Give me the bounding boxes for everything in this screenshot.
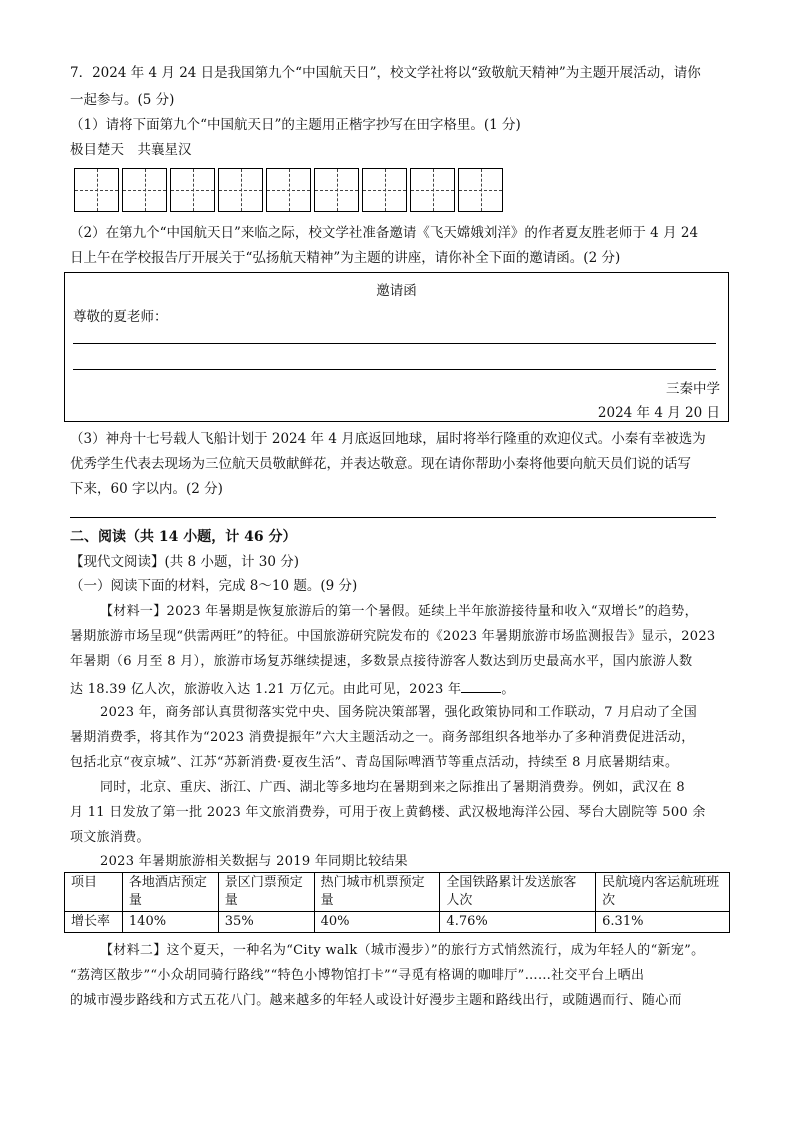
q7-sub2-line1: （2）在第九个“中国航天日”来临之际，校文学社准备邀请《飞天嫦娥刘洋》的作者夏友胜老师于 4 月 24	[70, 225, 699, 241]
material2-line1: 【材料二】这个夏天，一种名为“City walk（城市漫步）”的旅行方式悄然流行，成为年轻人的“新宠”。	[100, 943, 705, 958]
material1-p1-line4-text: 达 18.39 亿人次，旅游收入达 1.21 万亿元。由此可见，2023 年	[70, 682, 462, 697]
q7-line1: 7．2024 年 4 月 24 日是我国第九个“中国航天日”，校文学社将以“致敬航天精神”为主题开展活动，请你	[70, 65, 701, 81]
material1-p1-line1: 【材料一】2023 年暑期是恢复旅游后的第一个暑假。延续上半年旅游接待量和收入“双增长”的趋势，	[100, 604, 698, 619]
tianzi-cell[interactable]	[266, 168, 311, 212]
answer-line[interactable]	[70, 517, 716, 518]
q7-sub3-line2: 优秀学生代表去现场为三位航天员敬献鲜花，并表达敬意。现在请你帮助小秦将他要向航天员们说的话写	[70, 456, 691, 472]
q7-line2: 一起参与。(5 分)	[70, 92, 175, 108]
material1-p3-line2: 月 11 日发放了第一批 2023 年文旅消费券，可用于夜上黄鹤楼、武汉极地海洋公园、琴台大剧院等 500 余	[70, 805, 706, 820]
growth-table	[64, 872, 730, 933]
tianzi-cell[interactable]	[458, 168, 503, 212]
q7-theme: 极目楚天 共襄星汉	[70, 142, 192, 158]
table-header-cell: 全国铁路累计发送旅客人次	[440, 873, 596, 912]
table-cell: 140%	[122, 912, 218, 933]
invitation-title: 邀请函	[376, 283, 417, 299]
material2-line3: 的城市漫步路线和方式五花八门。越来越多的年轻人或设计好漫步主题和路线出行，或随遇而行、随心而	[70, 993, 682, 1008]
invitation-greeting: 尊敬的夏老师：	[73, 309, 168, 325]
material1-p2-line2: 暑期消费季，将其作为“2023 消费提振年”六大主题活动之一。商务部组织各地举办了多种消费促进活动，	[70, 730, 695, 745]
table-caption: 2023 年暑期旅游相关数据与 2019 年同期比较结果	[100, 854, 408, 869]
table-row	[65, 912, 730, 933]
tianzi-cell[interactable]	[74, 168, 119, 212]
table-header-row	[65, 873, 730, 912]
table-cell: 35%	[218, 912, 314, 933]
tianzi-cell[interactable]	[170, 168, 215, 212]
invitation-signature: 三秦中学	[666, 381, 720, 397]
invitation-date: 2024 年 4 月 20 日	[597, 405, 720, 421]
part-one-heading: （一）阅读下面的材料，完成 8～10 题。(9 分)	[70, 578, 358, 594]
tianzi-cell[interactable]	[410, 168, 455, 212]
tianzi-cell[interactable]	[362, 168, 407, 212]
q7-sub3-line1: （3）神舟十七号载人飞船计划于 2024 年 4 月底返回地球，届时将举行隆重的欢迎仪式。小秦有幸被选为	[70, 431, 706, 447]
tianzi-cell[interactable]	[218, 168, 263, 212]
material1-p2-line3: 包括北京“夜京城”、江苏“苏新消费·夏夜生活”、青岛国际啤酒节等重点活动，持续至 8 月底暑期结束。	[70, 755, 679, 770]
table-header-cell: 各地酒店预定量	[122, 873, 218, 912]
table-header-cell: 热门城市机票预定量	[314, 873, 440, 912]
table-header-cell: 项目	[65, 873, 123, 912]
material1-p2-line1: 2023 年，商务部认真贯彻落实党中央、国务院决策部署，强化政策协同和工作联动，7 月启动了全国	[100, 705, 698, 720]
table-header-cell: 景区门票预定量	[218, 873, 314, 912]
table-header-cell: 民航境内客运航班班次	[596, 873, 730, 912]
invitation-writing-line[interactable]	[73, 369, 716, 370]
q7-sub2-line2: 日上午在学校报告厅开展关于“弘扬航天精神”为主题的讲座，请你补全下面的邀请函。(2 分)	[70, 250, 621, 266]
section-heading: 二、阅读（共 14 小题，计 46 分）	[70, 529, 297, 545]
material1-p1-line4	[70, 678, 515, 699]
table-cell: 40%	[314, 912, 440, 933]
table-cell: 6.31%	[596, 912, 730, 933]
material1-p3-line3: 项文旅消费。	[70, 830, 150, 845]
table-cell: 4.76%	[440, 912, 596, 933]
q7-sub1: （1）请将下面第九个“中国航天日”的主题用正楷字抄写在田字格里。(1 分)	[70, 117, 521, 133]
q7-sub3-line3: 下来，60 字以内。(2 分)	[70, 481, 223, 497]
table-row-label: 增长率	[65, 912, 123, 933]
material1-p1-end: 。	[501, 682, 515, 697]
invitation-writing-line[interactable]	[73, 343, 716, 344]
material1-p1-line2: 暑期旅游市场呈现“供需两旺”的特征。中国旅游研究院发布的《2023 年暑期旅游市场监测报告》显示，2023	[70, 629, 716, 644]
material1-p3-line1: 同时，北京、重庆、浙江、广西、湖北等多地均在暑期到来之际推出了暑期消费券。例如，武汉在 8	[100, 780, 685, 795]
modern-reading-heading: 【现代文阅读】(共 8 小题，计 30 分)	[70, 554, 299, 570]
tianzi-cell[interactable]	[314, 168, 359, 212]
fill-blank[interactable]	[461, 678, 501, 693]
material2-line2: “荔湾区散步”“小众胡同骑行路线”“特色小博物馆打卡”“寻觅有格调的咖啡厅”……社交平台上晒出	[70, 968, 645, 983]
material1-p1-line3: 年暑期（6 月至 8 月），旅游市场复苏继续提速，多数景点接待游客人数达到历史最高水平，国内旅游人数	[70, 654, 693, 669]
tianzi-cell[interactable]	[122, 168, 167, 212]
invitation-box	[64, 272, 729, 422]
